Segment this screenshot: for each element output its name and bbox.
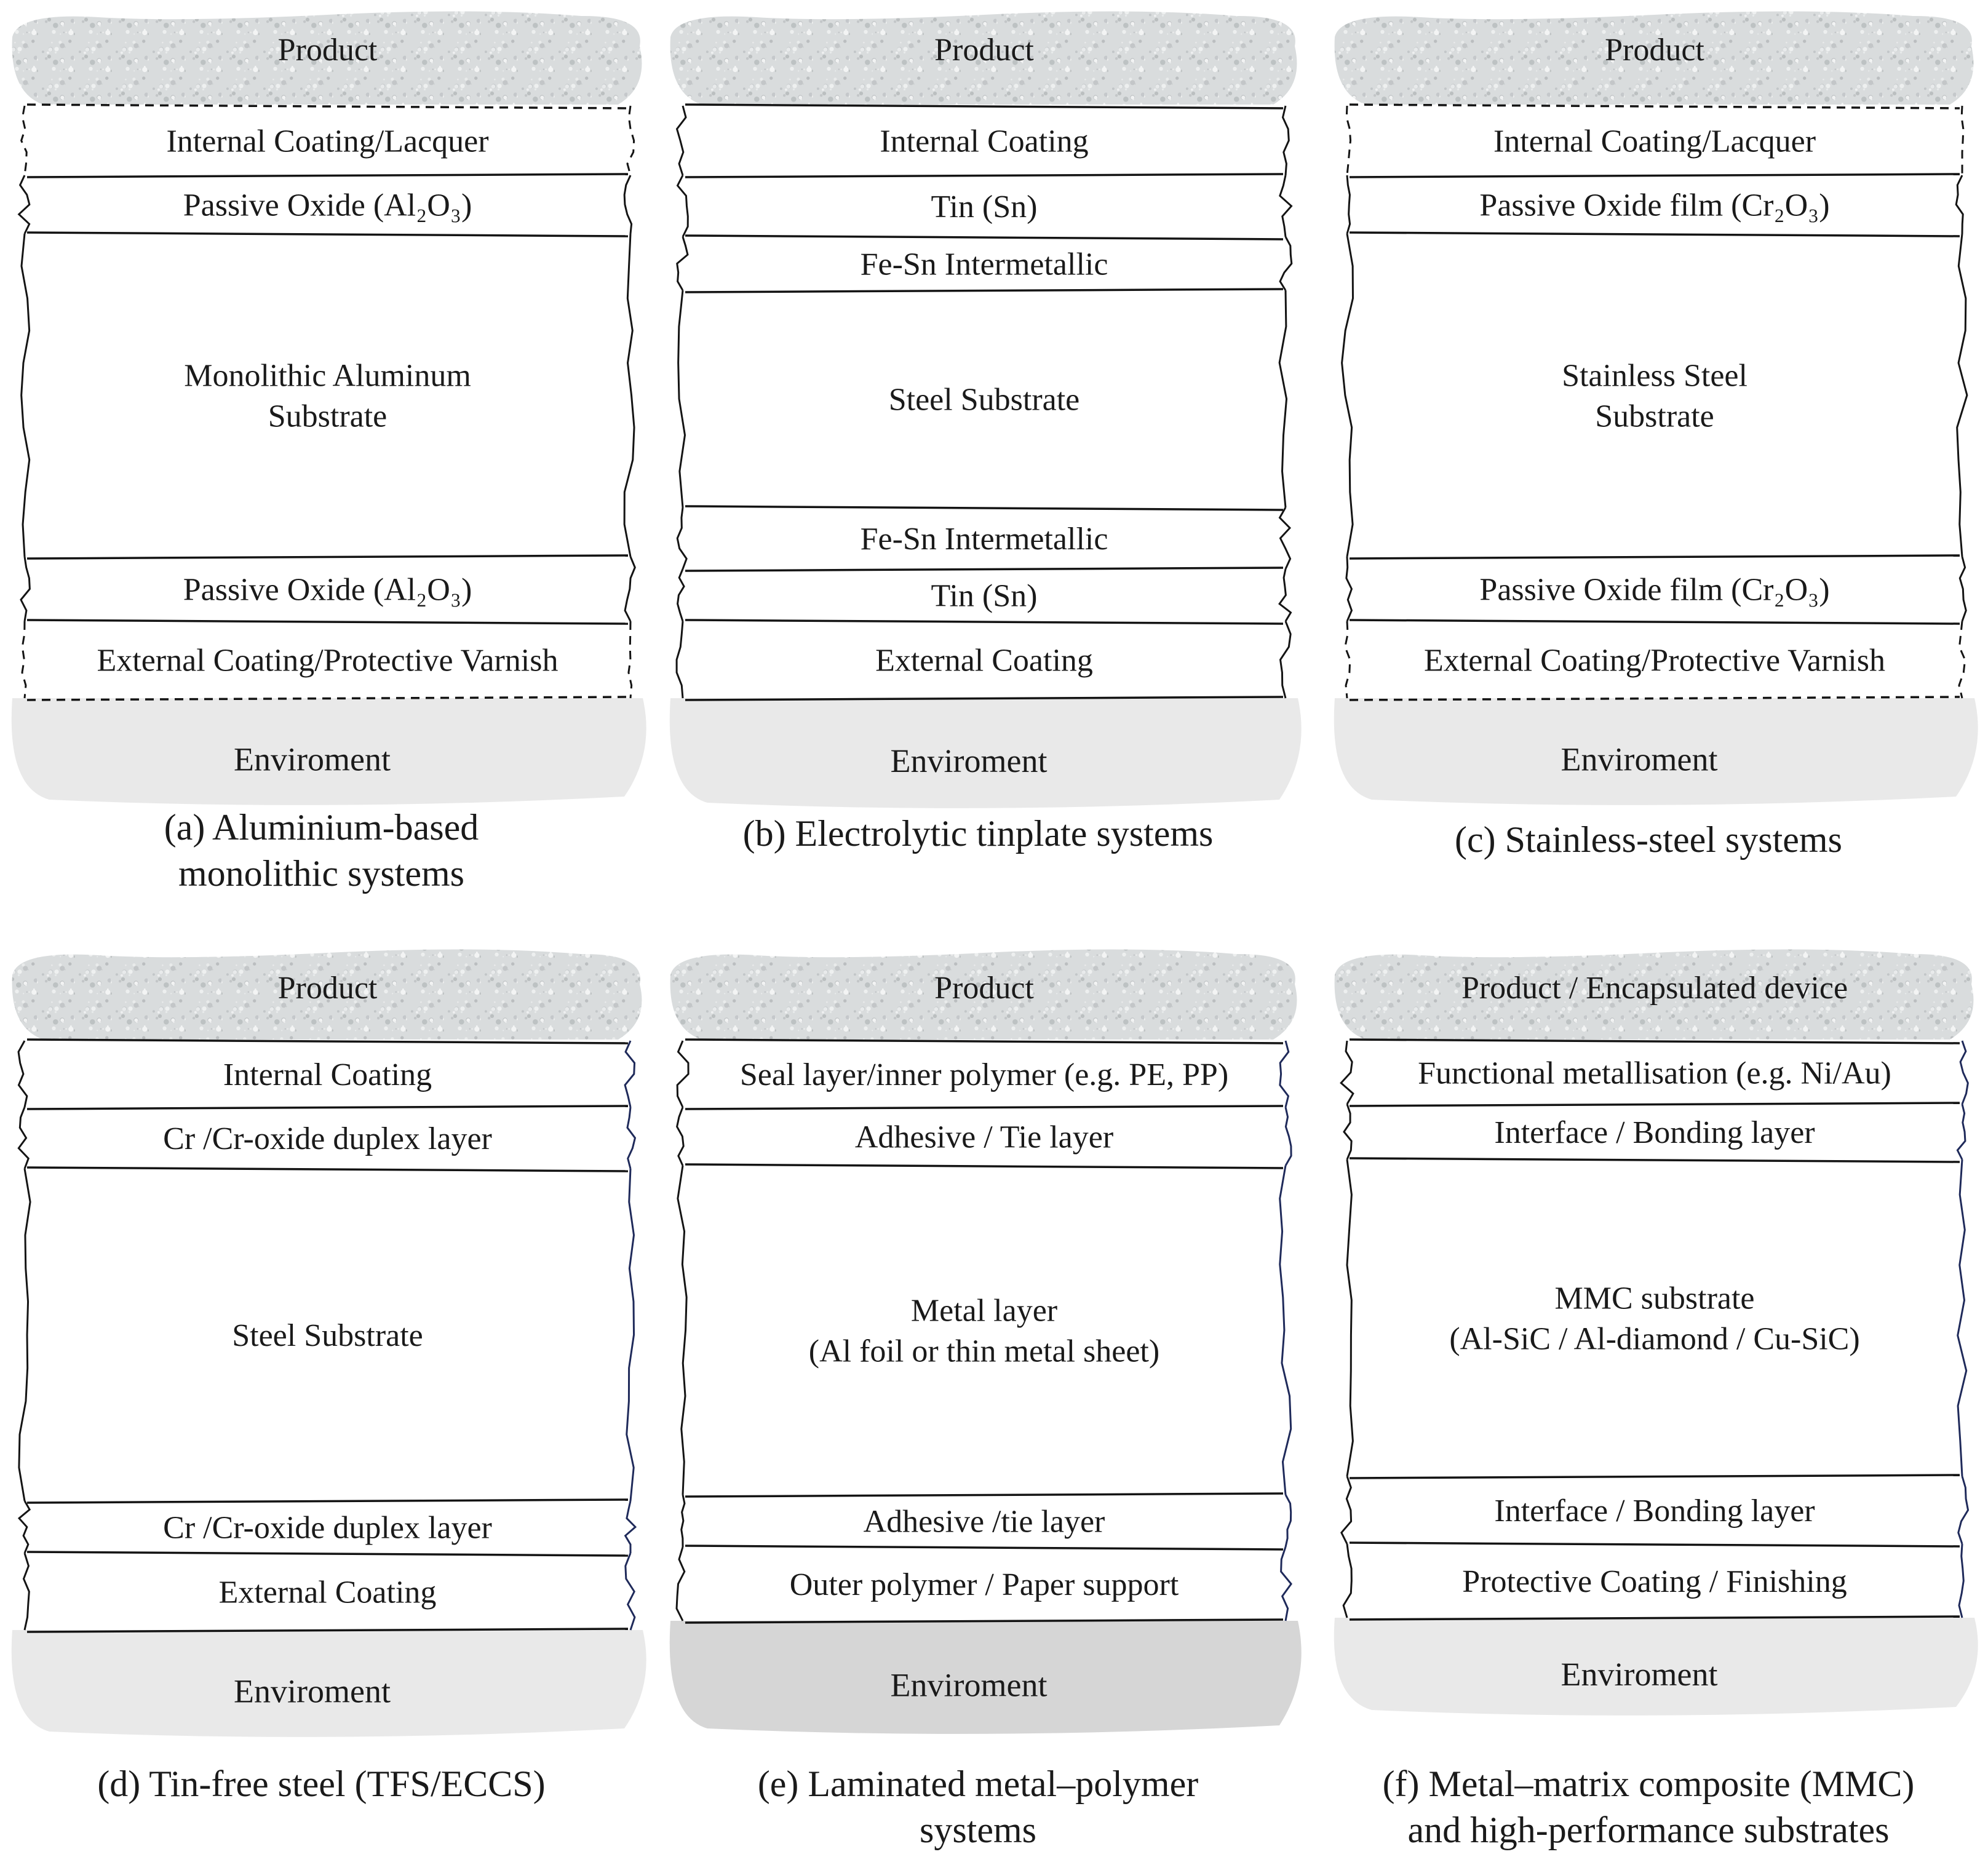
- layer-label: Interface / Bonding layer: [1494, 1493, 1815, 1529]
- layer-label: Protective Coating / Finishing: [1462, 1564, 1847, 1599]
- layer-label: Steel Substrate: [232, 1318, 423, 1353]
- layer-label: Substrate: [268, 399, 388, 434]
- panel-caption: monolithic systems: [178, 853, 464, 894]
- layer-label: Passive Oxide (Al₂O₃): [183, 188, 472, 223]
- panel-caption: and high-performance substrates: [1407, 1810, 1890, 1850]
- layer-label: Internal Coating: [223, 1057, 432, 1092]
- environment-label: Enviroment: [234, 741, 391, 778]
- layer-label: Tin (Sn): [931, 189, 1038, 225]
- layer-label: MMC substrate: [1554, 1281, 1755, 1316]
- panel-caption: (b) Electrolytic tinplate systems: [742, 813, 1214, 854]
- panel-caption: systems: [919, 1810, 1037, 1850]
- product-label: Product / Encapsulated device: [1461, 971, 1848, 1006]
- layer-label: Monolithic Aluminum: [184, 358, 471, 394]
- layer-label: Adhesive /tie layer: [863, 1504, 1105, 1540]
- product-label: Product: [934, 971, 1034, 1006]
- layer-label: Metal layer: [910, 1293, 1058, 1329]
- layer-label: Fe-Sn Intermetallic: [860, 247, 1108, 282]
- layer-label: Internal Coating/Lacquer: [1493, 124, 1816, 159]
- layer-right-edge: [1286, 1495, 1291, 1547]
- environment-label: Enviroment: [234, 1672, 391, 1710]
- panel-caption: (a) Aluminium-based: [164, 807, 479, 848]
- layer-label: Stainless Steel: [1562, 358, 1747, 394]
- layer-left-edge: [677, 1107, 684, 1166]
- layer-label: Interface / Bonding layer: [1494, 1115, 1815, 1150]
- panel-caption: (f) Metal–matrix composite (MMC): [1382, 1764, 1915, 1804]
- layer-right-edge: [1286, 1107, 1291, 1166]
- layer-label: Internal Coating: [880, 124, 1089, 159]
- product-label: Product: [934, 33, 1034, 68]
- panel-c: [1334, 11, 1978, 860]
- panel-caption: (d) Tin-free steel (TFS/ECCS): [97, 1764, 546, 1804]
- layer-label: Cr /Cr-oxide duplex layer: [163, 1510, 492, 1546]
- environment-label: Enviroment: [1561, 741, 1718, 778]
- environment-label: Enviroment: [890, 1666, 1048, 1704]
- product-label: Product: [277, 33, 378, 68]
- layer-label: Passive Oxide film (Cr₂O₃): [1479, 572, 1830, 608]
- panel-a: [12, 11, 646, 894]
- panel-caption: (e) Laminated metal–polymer: [757, 1764, 1199, 1804]
- layer-label: External Coating/Protective Varnish: [1424, 643, 1885, 678]
- layer-label: External Coating/Protective Varnish: [97, 643, 559, 678]
- layer-label: Internal Coating/Lacquer: [166, 124, 489, 159]
- layer-label: (Al foil or thin metal sheet): [808, 1334, 1160, 1369]
- product-label: Product: [277, 971, 378, 1006]
- layer-label: Cr /Cr-oxide duplex layer: [163, 1121, 492, 1156]
- panel-b: [670, 11, 1302, 854]
- layer-label: Steel Substrate: [888, 382, 1080, 418]
- panel-caption: (c) Stainless-steel systems: [1455, 819, 1842, 860]
- layer-label: Seal layer/inner polymer (e.g. PE, PP): [739, 1057, 1229, 1092]
- panel-f: [1334, 949, 1978, 1850]
- panel-d: [12, 949, 646, 1804]
- layer-label: External Coating: [875, 643, 1093, 678]
- layer-label: Tin (Sn): [931, 578, 1038, 614]
- environment-label: Enviroment: [890, 742, 1048, 779]
- layer-label: Passive Oxide film (Cr₂O₃): [1479, 188, 1830, 223]
- layer-label: Passive Oxide (Al₂O₃): [183, 572, 472, 608]
- layer-label: Fe-Sn Intermetallic: [860, 522, 1108, 557]
- layer-label: Outer polymer / Paper support: [789, 1567, 1179, 1602]
- environment-label: Enviroment: [1561, 1656, 1718, 1693]
- layer-label: External Coating: [218, 1575, 437, 1610]
- product-label: Product: [1605, 33, 1704, 68]
- layer-left-edge: [677, 621, 683, 698]
- layer-label: (Al-SiC / Al-diamond / Cu-SiC): [1449, 1321, 1860, 1357]
- layer-label: Functional metallisation (e.g. Ni/Au): [1418, 1056, 1891, 1091]
- layer-label: Adhesive / Tie layer: [854, 1119, 1114, 1155]
- layer-label: Substrate: [1595, 399, 1714, 434]
- panel-e: [670, 949, 1302, 1850]
